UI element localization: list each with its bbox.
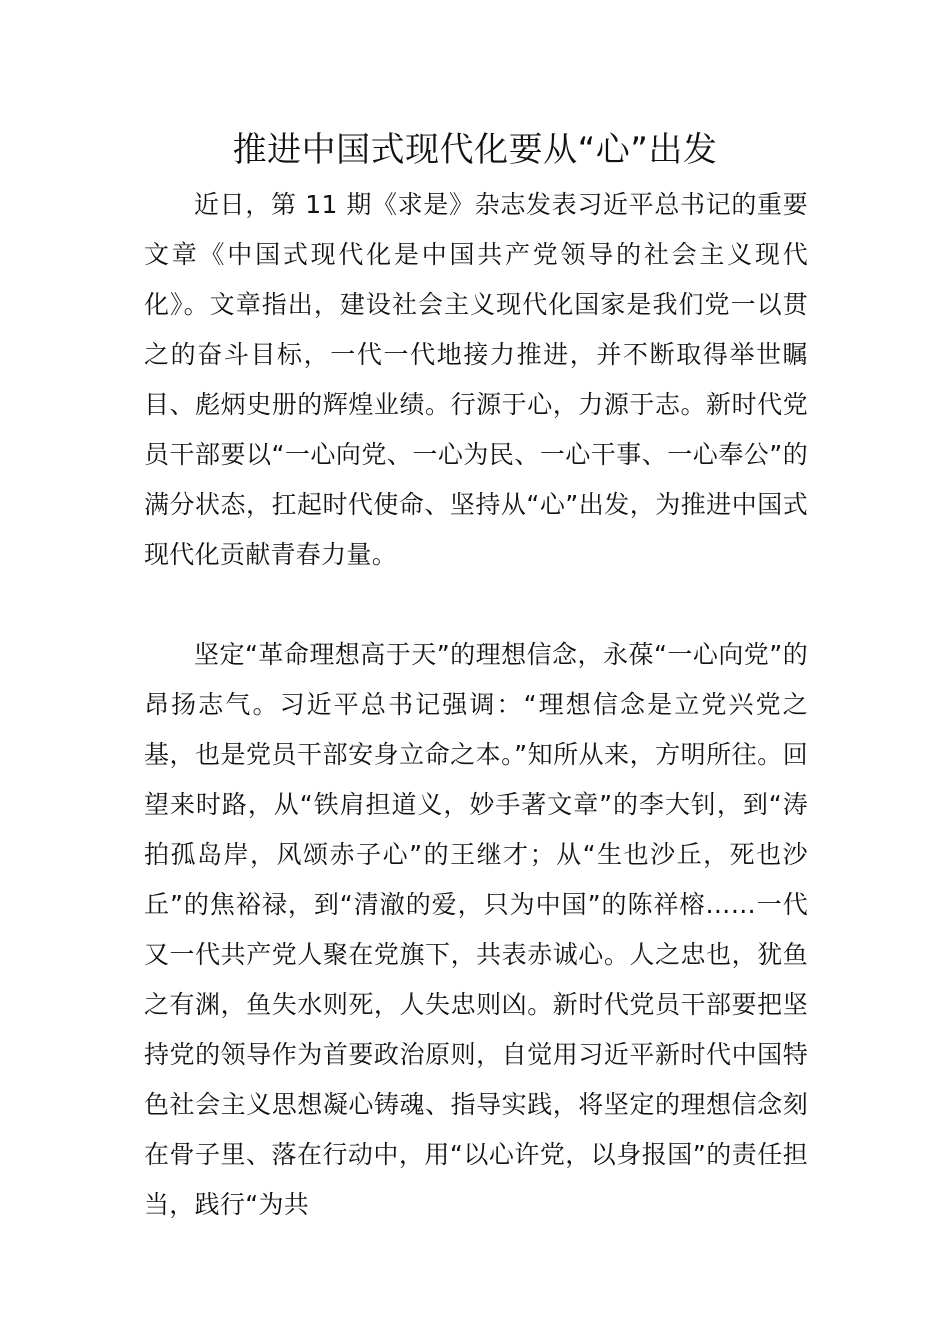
document-title: 推进中国式现代化要从“心”出发	[232, 130, 718, 170]
document-body	[144, 180, 808, 1230]
paragraph-ideals: 坚定“革命理想高于天”的理想信念，永葆“一心向党”的昂扬志气。习近平总书记强调：“理想信念是立党兴党之基，也是党员干部安身立命之本。”知所从来，方明所往。回望来时路，从“铁肩担道义，妙手著文章”的李大钊，到“涛拍孤岛岸，风颂赤子心”的王继才；从“生也沙丘，死也沙丘”的焦裕禄，到“清澈的爱，只为中国”的陈祥榕……一代又一代共产党人聚在党旗下，共表赤诚心。人之忠也，犹鱼之有渊，鱼失水则死，人失忠则凶。新时代党员干部要把坚持党的领导作为首要政治原则，自觉用习近平新时代中国特色社会主义思想凝心铸魂、指导实践，将坚定的理想信念刻在骨子里、落在行动中，用“以心许党，以身报国”的责任担当，践行“为共	[144, 640, 808, 1219]
paragraph-intro: 近日，第 11 期《求是》杂志发表习近平总书记的重要文章《中国式现代化是中国共产党领导的社会主义现代化》。文章指出，建设社会主义现代化国家是我们党一以贯之的奋斗目标，一代一代地接力推进，并不断取得举世瞩目、彪炳史册的辉煌业绩。行源于心，力源于志。新时代党员干部要以“一心向党、一心为民、一心干事、一心奉公”的满分状态，扛起时代使命、坚持从“心”出发，为推进中国式现代化贡献青春力量。	[144, 190, 808, 569]
paragraph-spacer	[144, 580, 808, 630]
